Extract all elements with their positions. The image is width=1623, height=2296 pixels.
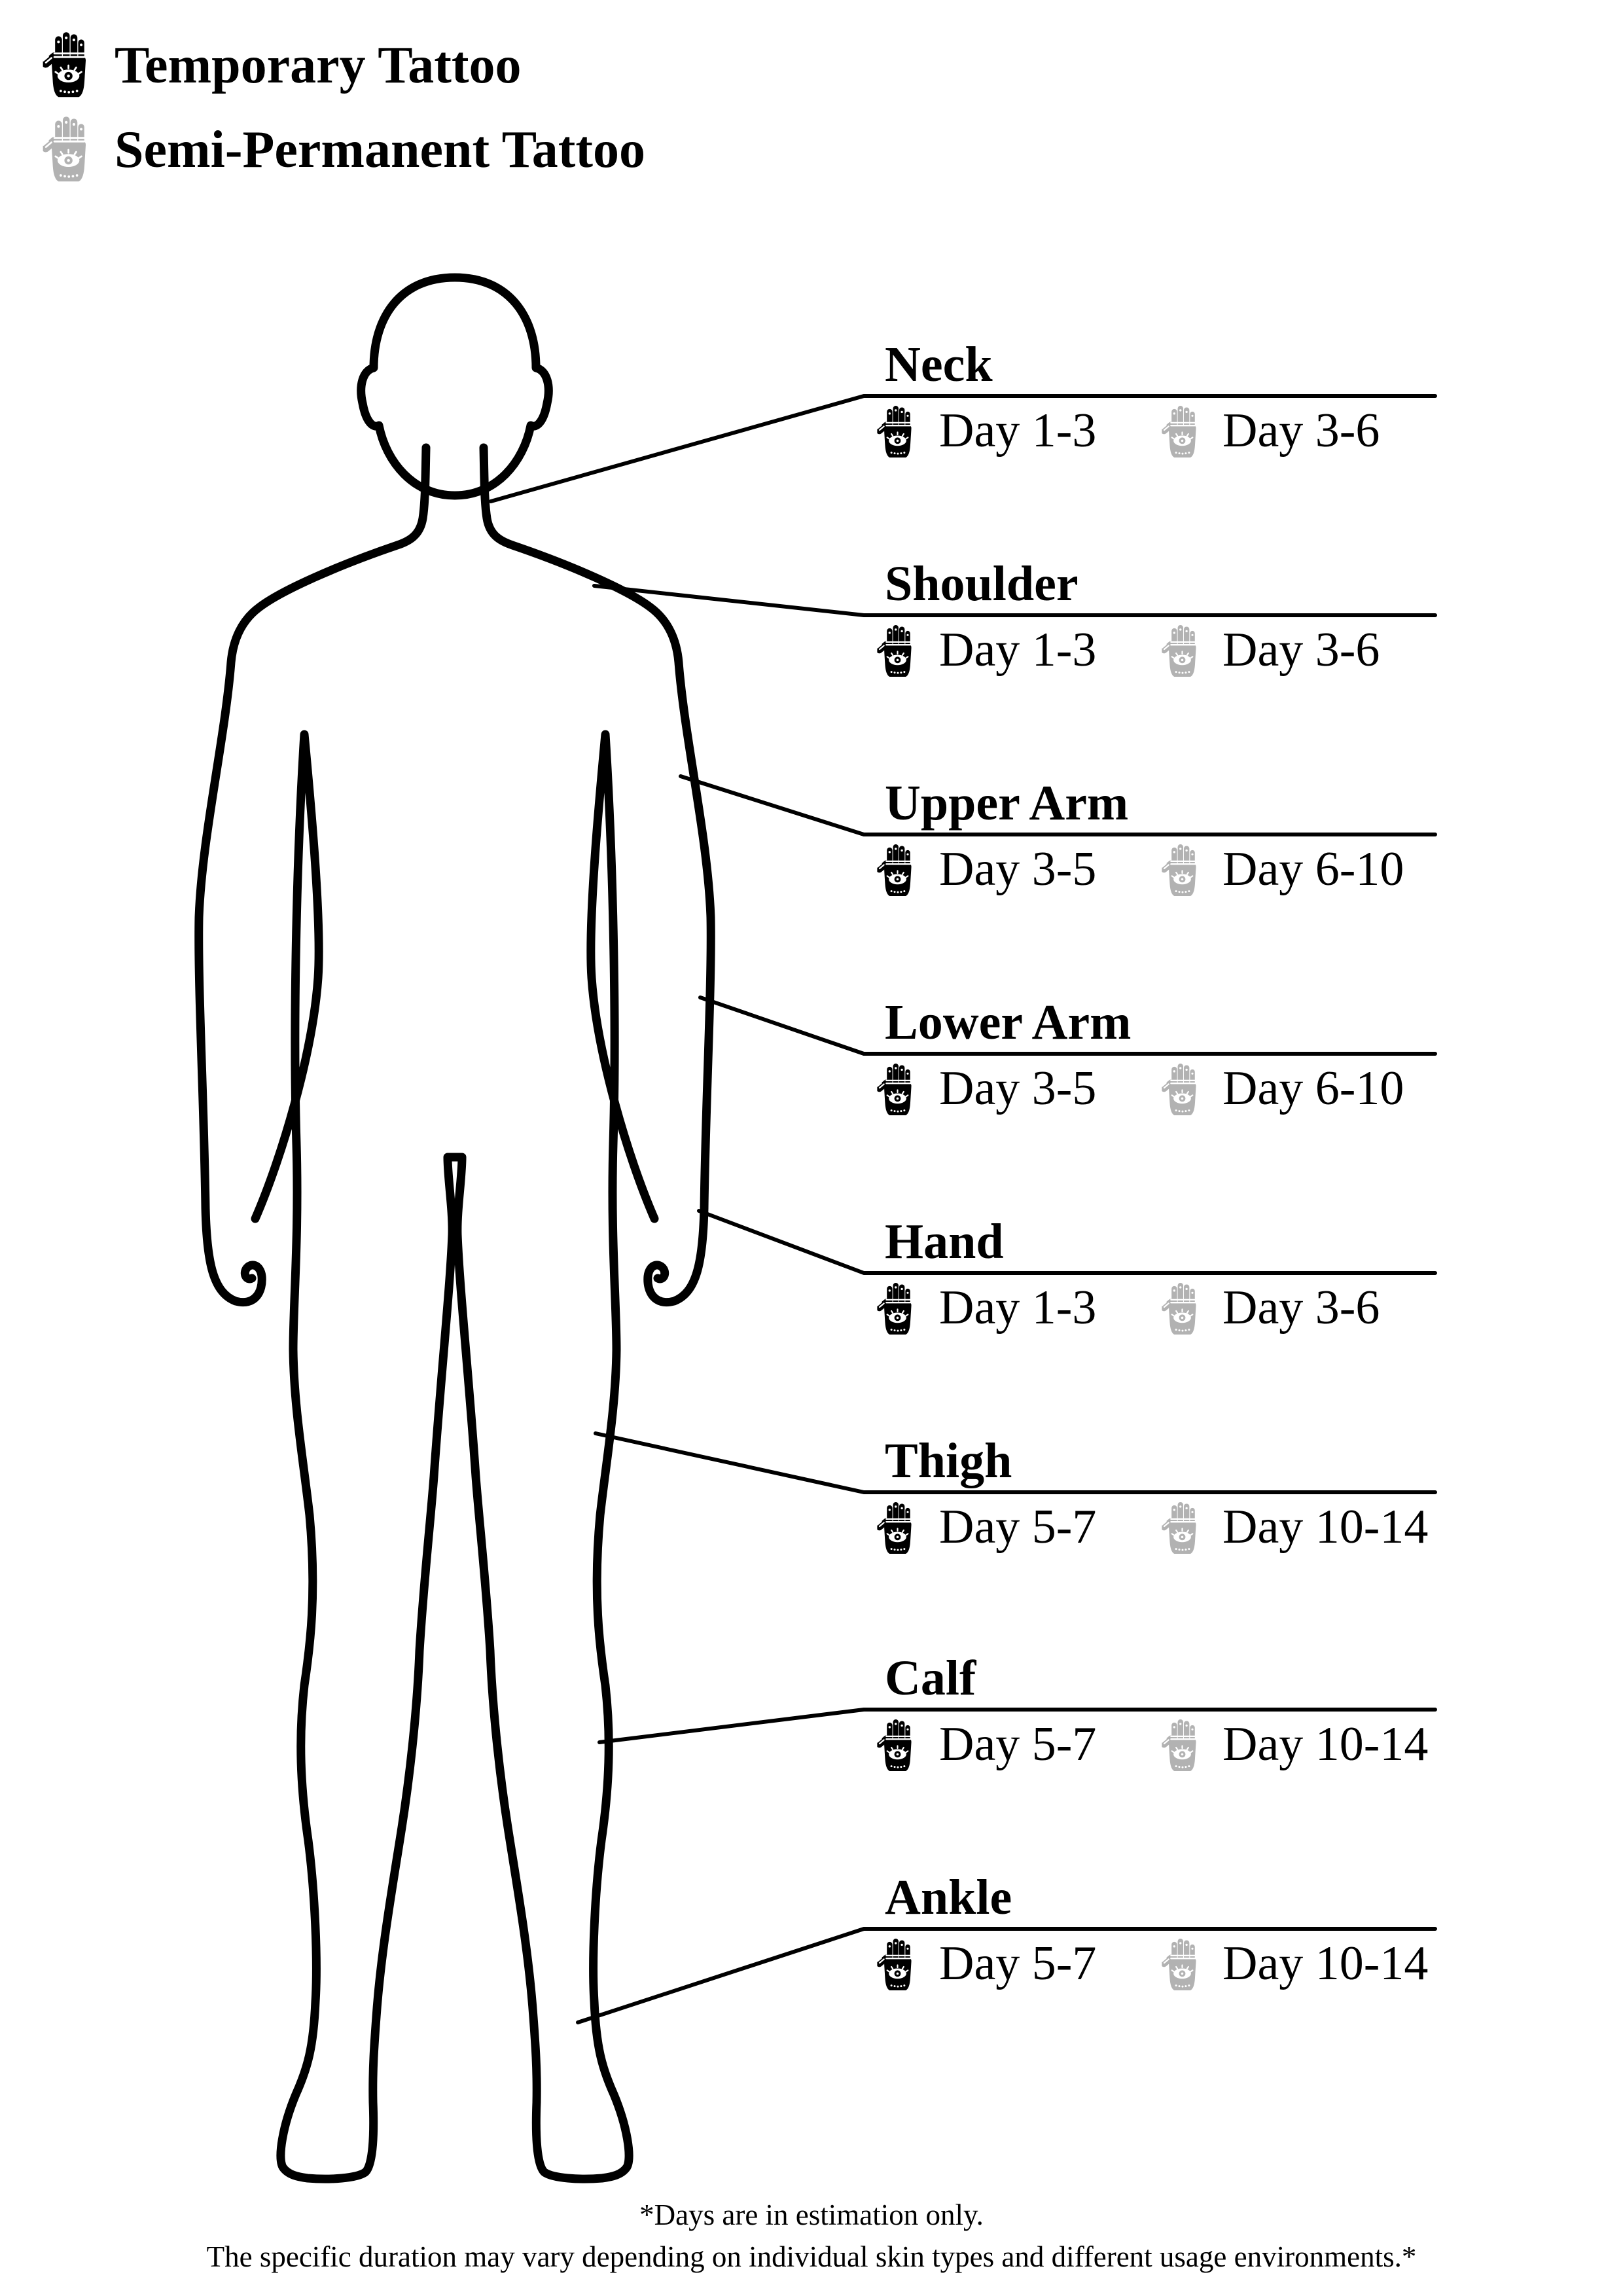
head-outline bbox=[361, 278, 549, 495]
semi-permanent-hand-eye-icon bbox=[1162, 405, 1202, 459]
semi-permanent-hand-eye-icon bbox=[1162, 624, 1202, 679]
footer-disclaimer bbox=[0, 2194, 1623, 2278]
leader-line-thigh bbox=[596, 1433, 1435, 1492]
semi-permanent-duration: Day 3-6 bbox=[1222, 404, 1380, 457]
temporary-hand-eye-icon bbox=[877, 1063, 918, 1117]
leader-line-hand bbox=[699, 1211, 1435, 1273]
semi-permanent-duration: Day 3-6 bbox=[1222, 623, 1380, 677]
semi-permanent-duration: Day 10-14 bbox=[1222, 1717, 1429, 1771]
temporary-duration: Day 1-3 bbox=[939, 404, 1097, 457]
temporary-hand-eye-icon bbox=[877, 1501, 918, 1556]
section-row-calf bbox=[877, 1717, 1428, 1773]
semi-permanent-duration: Day 6-10 bbox=[1222, 842, 1404, 896]
section-title-hand: Hand bbox=[885, 1214, 1004, 1269]
section-title-neck: Neck bbox=[885, 337, 993, 392]
semi-permanent-hand-eye-icon bbox=[1162, 844, 1202, 898]
semi-permanent-hand-eye-icon bbox=[1162, 1063, 1202, 1117]
section-row-thigh bbox=[877, 1500, 1428, 1556]
section-row-neck bbox=[877, 404, 1380, 459]
legend-label-semi-permanent: Semi-Permanent Tattoo bbox=[115, 121, 646, 179]
section-title-thigh: Thigh bbox=[885, 1433, 1012, 1488]
legend-label-temporary: Temporary Tattoo bbox=[115, 37, 522, 94]
temporary-duration: Day 3-5 bbox=[939, 1062, 1097, 1115]
section-title-ankle: Ankle bbox=[885, 1870, 1012, 1925]
section-row-upper-arm bbox=[877, 842, 1404, 898]
footer-line-1: *Days are in estimation only. bbox=[639, 2198, 984, 2231]
semi-permanent-hand-eye-icon bbox=[1162, 1938, 1202, 1992]
temporary-hand-eye-icon bbox=[877, 405, 918, 459]
section-row-hand bbox=[877, 1281, 1380, 1336]
temporary-duration: Day 1-3 bbox=[939, 1281, 1097, 1335]
temporary-duration: Day 5-7 bbox=[939, 1500, 1097, 1554]
semi-permanent-hand-eye-icon bbox=[1162, 1501, 1202, 1556]
semi-permanent-duration: Day 10-14 bbox=[1222, 1937, 1429, 1990]
semi-permanent-duration: Day 3-6 bbox=[1222, 1281, 1380, 1335]
section-title-upper-arm: Upper Arm bbox=[885, 776, 1129, 831]
torso-legs-outline bbox=[255, 734, 654, 2179]
temporary-duration: Day 5-7 bbox=[939, 1717, 1097, 1771]
section-title-lower-arm: Lower Arm bbox=[885, 995, 1132, 1050]
section-row-lower-arm bbox=[877, 1062, 1404, 1117]
temporary-duration: Day 5-7 bbox=[939, 1937, 1097, 1990]
temporary-duration: Day 3-5 bbox=[939, 842, 1097, 896]
semi-permanent-hand-eye-icon bbox=[1162, 1719, 1202, 1773]
section-row-ankle bbox=[877, 1937, 1428, 1992]
section-title-calf: Calf bbox=[885, 1651, 976, 1706]
temporary-duration: Day 1-3 bbox=[939, 623, 1097, 677]
semi-permanent-duration: Day 6-10 bbox=[1222, 1062, 1404, 1115]
section-row-shoulder bbox=[877, 623, 1380, 679]
temporary-hand-eye-icon bbox=[877, 844, 918, 898]
semi-permanent-duration: Day 10-14 bbox=[1222, 1500, 1429, 1554]
semi-permanent-hand-eye-icon bbox=[1162, 1282, 1202, 1336]
temporary-hand-eye-icon bbox=[877, 1719, 918, 1773]
footer-line-2: The specific duration may vary depending on individual skin types and different usage environments.* bbox=[206, 2240, 1417, 2273]
temporary-hand-eye-icon bbox=[877, 624, 918, 679]
temporary-hand-eye-icon bbox=[877, 1938, 918, 1992]
temporary-hand-eye-icon bbox=[877, 1282, 918, 1336]
section-title-shoulder: Shoulder bbox=[885, 556, 1079, 611]
